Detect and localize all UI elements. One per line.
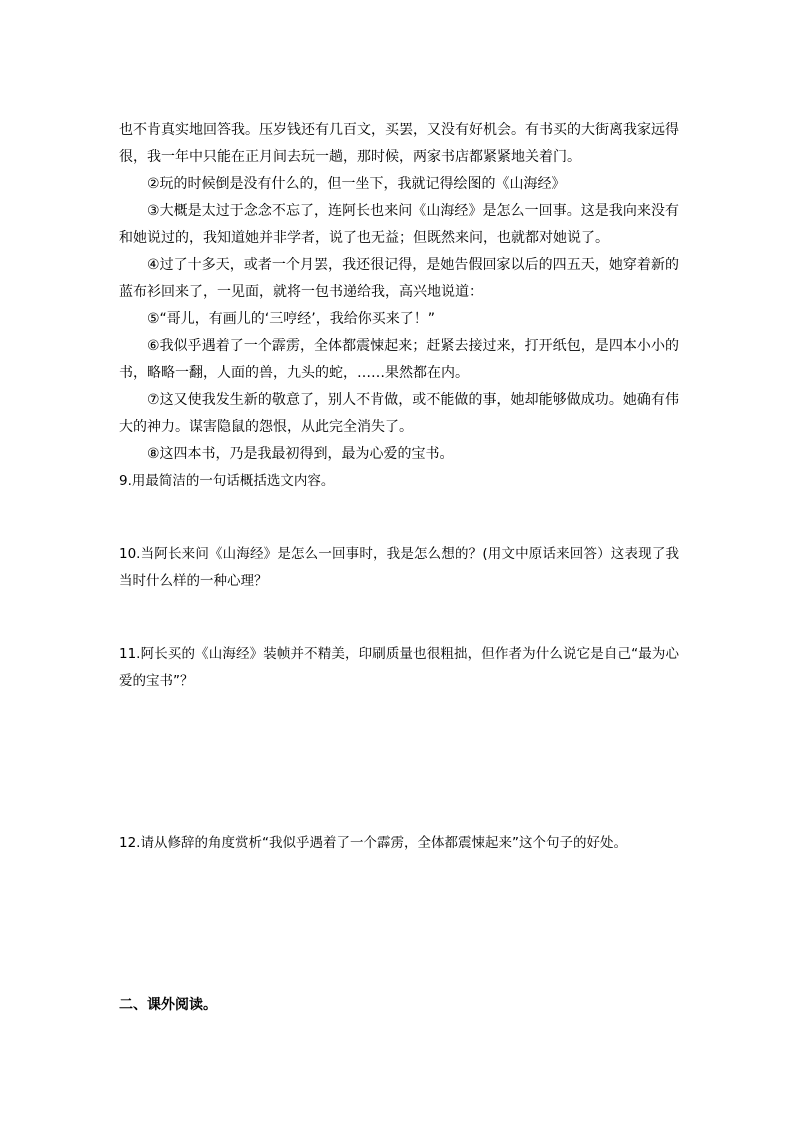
question-11: 11.阿长买的《山海经》装帧并不精美，印刷质量也很粗拙，但作者为什么说它是自己“最为心爱的宝书”？ — [119, 646, 679, 689]
question-12: 12.请从修辞的角度赏析“我似乎遇着了一个霹雳，全体都震悚起来”这个句子的好处。 — [119, 835, 627, 851]
passage-paragraph-7: ⑦这又使我发生新的敬意了，别人不肯做，或不能做的事，她却能够做成功。她确有伟大的神力。谋害隐鼠的怨恨，从此完全消失了。 — [119, 392, 679, 435]
passage-paragraph-2: ②玩的时候倒是没有什么的，但一坐下，我就记得绘图的《山海经》 — [147, 176, 566, 192]
passage-paragraph-8: ⑧这四本书，乃是我最初得到，最为心爱的宝书。 — [147, 446, 454, 462]
document-content — [119, 117, 679, 1019]
question-10: 10.当阿长来问《山海经》是怎么一回事时，我是怎么想的？(用文中原话来回答）这表现了我当时什么样的一种心理？ — [119, 546, 679, 589]
passage-paragraph-5: ⑤“哥儿，有画儿的‘三哼经’，我给你买来了！” — [147, 311, 435, 327]
passage-paragraph-4: ④过了十多天，或者一个月罢，我还很记得，是她告假回家以后的四五天，她穿着新的蓝布衫回来了，一见面，就将一包书递给我，高兴地说道： — [119, 257, 679, 300]
passage-paragraph-1: 也不肯真实地回答我。压岁钱还有几百文，买罢，又没有好机会。有书买的大街离我家远得很，我一年中只能在正月间去玩一趟，那时候，两家书店都紧紧地关着门。 — [119, 122, 679, 165]
section-heading-extracurricular-reading: 二、课外阅读。 — [119, 997, 217, 1013]
question-9: 9.用最简洁的一句话概括选文内容。 — [119, 473, 335, 489]
passage-paragraph-6: ⑥我似乎遇着了一个霹雳，全体都震悚起来；赶紧去接过来，打开纸包，是四本小小的书，略略一翻，人面的兽，九头的蛇，……果然都在内。 — [119, 338, 679, 381]
passage-paragraph-3: ③大概是太过于念念不忘了，连阿长也来问《山海经》是怎么一回事。这是我向来没有和她说过的，我知道她并非学者，说了也无益；但既然来问，也就都对她说了。 — [119, 203, 679, 246]
